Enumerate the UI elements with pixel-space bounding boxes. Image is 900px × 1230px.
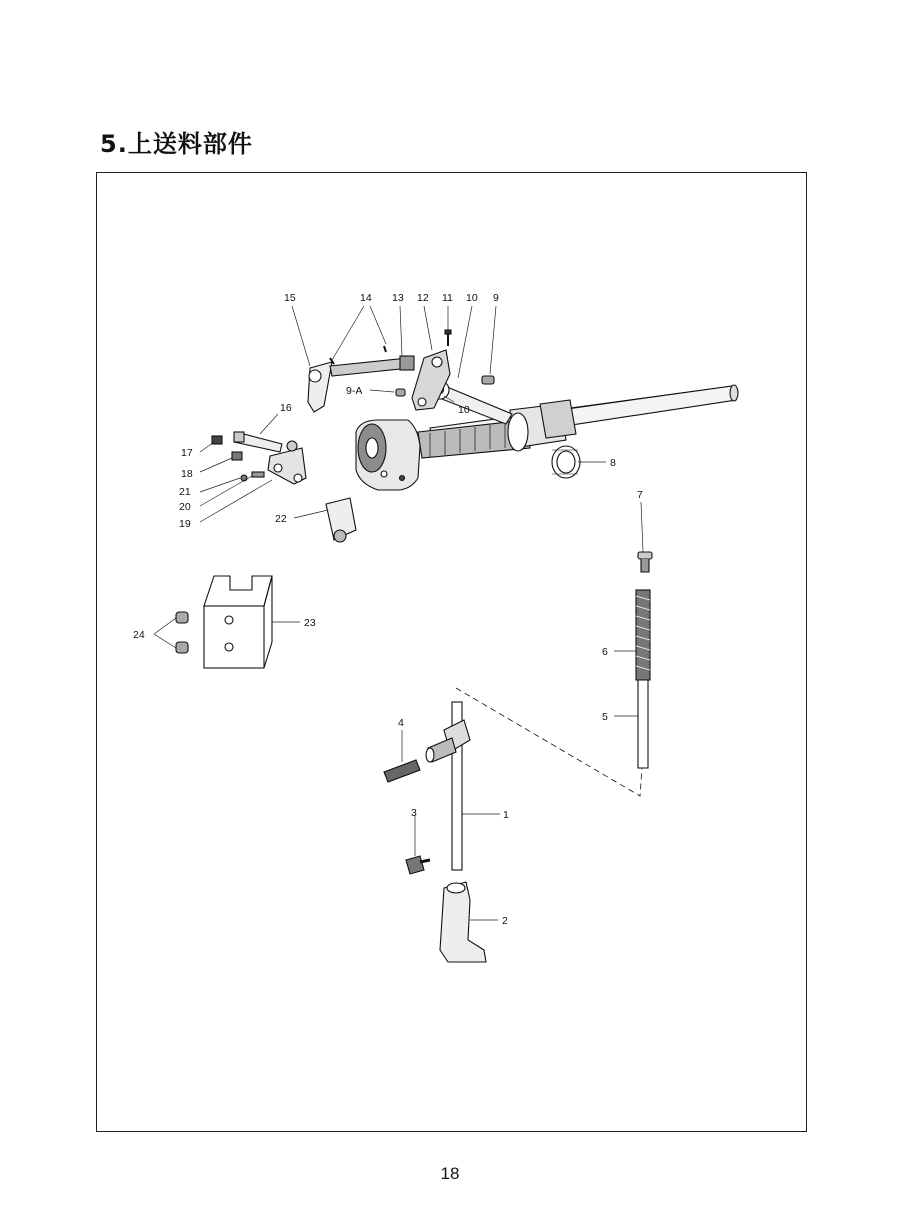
part-23 xyxy=(326,498,356,542)
callout-12: 11 xyxy=(442,292,453,304)
callout-1: 1 xyxy=(503,809,509,821)
callout-14: 13 xyxy=(392,292,404,304)
presser-foot-2 xyxy=(440,882,486,962)
screw-12 xyxy=(445,330,451,346)
lever-16 xyxy=(308,356,414,412)
screw-3 xyxy=(406,856,430,874)
eccentric-cam xyxy=(356,420,420,490)
callout-9: 9 xyxy=(493,292,499,304)
callout-3: 3 xyxy=(411,807,417,819)
callout-23: 22 xyxy=(275,513,287,525)
feed-crank xyxy=(412,350,450,410)
callout-13: 12 xyxy=(417,292,429,304)
callout-7: 7 xyxy=(637,489,643,501)
spring-4 xyxy=(384,760,420,782)
callout-11: 10 xyxy=(466,292,478,304)
section-title: 5.上送料部件 xyxy=(100,130,253,158)
block-24 xyxy=(204,576,272,668)
callout-22: 21 xyxy=(179,486,191,498)
callout-17: 16 xyxy=(280,402,292,414)
rod-5 xyxy=(638,680,648,768)
presser-bar-1 xyxy=(426,702,470,870)
callout-15: 14 xyxy=(360,292,372,304)
needle-bearing xyxy=(552,446,580,478)
callout-8: 8 xyxy=(610,457,616,469)
callout-21: 20 xyxy=(179,501,191,513)
callout-6: 6 xyxy=(602,646,608,658)
assembly-line xyxy=(456,688,642,796)
callout-2: 2 xyxy=(502,915,508,927)
link-17 xyxy=(234,432,282,452)
spring-6 xyxy=(636,590,650,680)
callout-20: 19 xyxy=(179,518,191,530)
callout-5: 5 xyxy=(602,711,608,723)
screws-25 xyxy=(176,612,188,653)
callout-10: 10 xyxy=(458,404,470,416)
callout-24: 23 xyxy=(304,617,316,629)
callout-9a: 9-A xyxy=(346,385,363,397)
page-number: 18 xyxy=(440,1164,460,1183)
callout-19: 18 xyxy=(181,468,193,480)
screw-9 xyxy=(482,376,494,384)
screw-7 xyxy=(638,552,652,572)
callout-25: 24 xyxy=(133,629,145,641)
callout-4: 4 xyxy=(398,717,404,729)
callout-16: 15 xyxy=(284,292,296,304)
screw-9a xyxy=(396,389,405,396)
callout-18: 17 xyxy=(181,447,193,459)
